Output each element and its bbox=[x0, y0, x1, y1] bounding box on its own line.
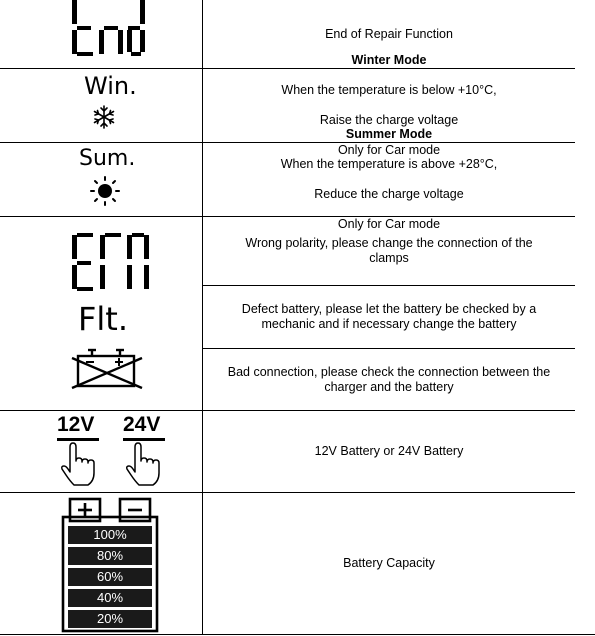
winter-title: Winter Mode bbox=[351, 53, 427, 67]
capacity-description: Battery Capacity bbox=[343, 556, 435, 570]
voltage-select-hand-icon bbox=[0, 411, 202, 492]
summer-lcd-label: Sum. bbox=[79, 146, 136, 171]
winter-line: Raise the charge voltage bbox=[319, 113, 459, 127]
voltage-description: 12V Battery or 24V Battery bbox=[314, 444, 464, 458]
battery-capacity-icon bbox=[0, 493, 202, 634]
bad-connection-battery-icon bbox=[0, 346, 202, 408]
flt-icon: Flt. bbox=[78, 300, 129, 338]
capacity-level-label: 60% bbox=[96, 569, 124, 584]
winter-icon-cell bbox=[0, 69, 202, 142]
capacity-level-label: 100% bbox=[93, 527, 127, 542]
sun-icon bbox=[89, 175, 121, 207]
winter-line: Only for Car mode bbox=[337, 143, 441, 157]
end-description: End of Repair Function bbox=[325, 26, 453, 41]
capacity-level-label: 40% bbox=[96, 590, 124, 605]
err-lcd-icon bbox=[0, 217, 202, 297]
flt-icon-cell bbox=[0, 297, 202, 341]
winter-lcd-label: Win. bbox=[84, 72, 137, 100]
capacity-level-label: 80% bbox=[96, 548, 124, 563]
bad-connection-description: Bad connection, please check the connection between the charger and the battery bbox=[227, 364, 551, 394]
summer-line: Only for Car mode bbox=[337, 217, 441, 231]
polarity-description: Wrong polarity, please change the connection of the clamps bbox=[245, 236, 533, 265]
winter-line: When the temperature is below +10°C, bbox=[281, 83, 497, 97]
capacity-level-label: 20% bbox=[96, 611, 124, 626]
summer-line: When the temperature is above +28°C, bbox=[280, 157, 498, 171]
snowflake-icon bbox=[92, 105, 116, 129]
summer-line: Reduce the charge voltage bbox=[314, 187, 464, 201]
summer-icon-cell bbox=[0, 143, 202, 216]
end-lcd-icon bbox=[0, 0, 202, 68]
table-bottom-border bbox=[0, 634, 595, 635]
voltage-label-24v: 24V bbox=[123, 413, 161, 436]
defect-description: Defect battery, please let the battery be checked by a mechanic and if necessary change the battery bbox=[241, 302, 537, 331]
voltage-label-12v: 12V bbox=[57, 413, 95, 436]
summer-title: Summer Mode bbox=[345, 127, 433, 141]
summer-description bbox=[203, 127, 575, 231]
